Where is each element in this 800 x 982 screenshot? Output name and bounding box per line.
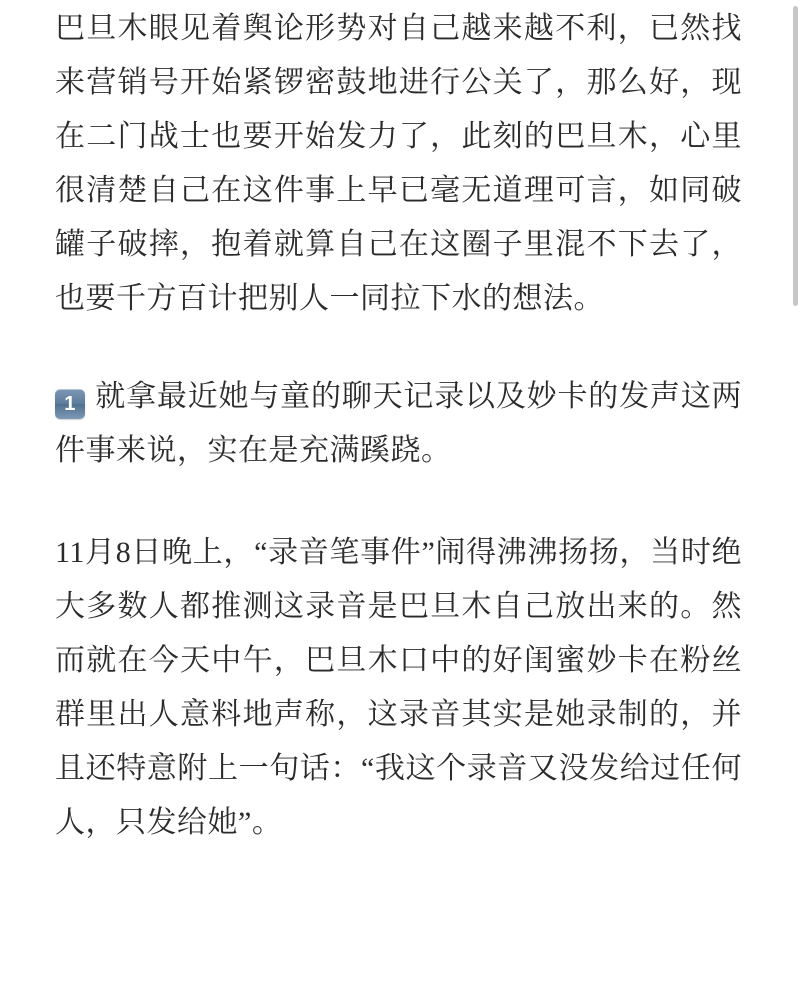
scrollbar-thumb[interactable] — [793, 6, 798, 306]
numbered-paragraph-text: 就拿最近她与童的聊天记录以及妙卡的发声这两件事来说，实在是充满蹊跷。 — [55, 380, 742, 467]
paragraph-body: 巴旦木眼见着舆论形势对自己越来越不利，已然找来营销号开始紧锣密鼓地进行公关了，那么好，现在二门战士也要开始发力了，此刻的巴旦木，心里很清楚自己在这件事上早已毫无道理可言，如同破罐子破摔，抱着就算自己在这圈子里混不下去了，也要千方百计把别人一同拉下水的想法。 — [55, 12, 742, 315]
paragraph-body: 11月8日晚上，“录音笔事件”闹得沸沸扬扬，当时绝大多数人都推测这录音是巴旦木自己放出来的。然而就在今天中午，巴旦木口中的好闺蜜妙卡在粉丝群里出人意料地声称，这录音其实是她录制的，并且还特意附上一句话：“我这个录音又没发给过任何人，只发给她”。 — [55, 536, 742, 839]
paragraph-spacer — [55, 326, 742, 370]
scrollbar-track[interactable] — [791, 0, 800, 982]
list-number-badge: 1 — [55, 389, 85, 419]
paragraph-spacer — [55, 478, 742, 526]
numbered-paragraph — [55, 370, 742, 478]
